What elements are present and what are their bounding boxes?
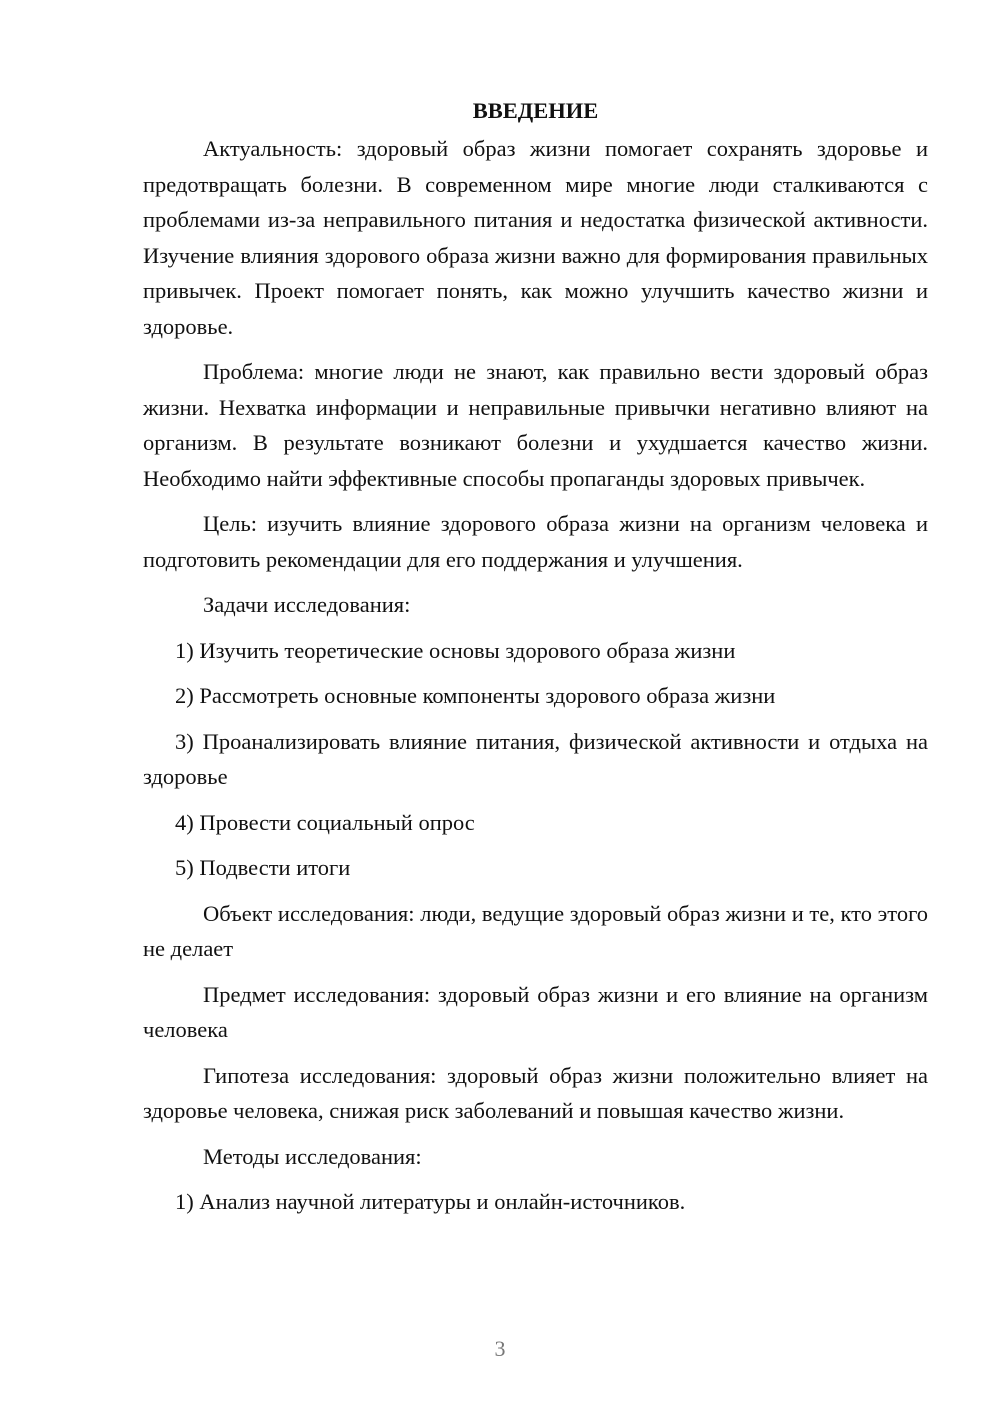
- task-item-2: 2) Рассмотреть основные компоненты здорового образа жизни: [175, 683, 776, 708]
- task-item-4: 4) Провести социальный опрос: [175, 809, 475, 835]
- tasks-heading: Задачи исследования:: [203, 592, 411, 617]
- relevance-paragraph: Актуальность: здоровый образ жизни помогает сохранять здоровье и предотвращать болезни. В современном мире многие люди сталкиваются с проблемами из-за неправильного питания и недостатка физической активности. Изучение влияния здорового образа жизни важно для формирования правильных привычек. Проект помогает понять, как можно улучшить качество жизни и здоровье.: [143, 136, 928, 339]
- page-title: ВВЕДЕНИЕ: [472, 98, 599, 123]
- subject-paragraph: Предмет исследования: здоровый образ жизни и его влияние на организм человека: [143, 981, 928, 1042]
- task-item-5: 5) Подвести итоги: [175, 855, 351, 880]
- goal-paragraph: Цель: изучить влияние здорового образа жизни на организм человека и подготовить рекомендации для его поддержания и улучшения.: [143, 511, 928, 572]
- task-item-3: 3) Проанализировать влияние питания, физической активности и отдыха на здоровье: [143, 728, 928, 789]
- method-item-1: 1) Анализ научной литературы и онлайн-источников.: [175, 1189, 686, 1214]
- methods-heading: Методы исследования:: [203, 1143, 422, 1169]
- page-content: [143, 93, 928, 1230]
- task-item-1: 1) Изучить теоретические основы здорового образа жизни: [175, 637, 736, 663]
- page-number: 3: [494, 1336, 506, 1361]
- problem-paragraph: Проблема: многие люди не знают, как правильно вести здоровый образ жизни. Нехватка информации и неправильные привычки негативно влияют на организм. В результате возникают болезни и ухудшается качество жизни. Необходимо найти эффективные способы пропаганды здоровых привычек.: [143, 359, 928, 491]
- object-paragraph: Объект исследования: люди, ведущие здоровый образ жизни и те, кто этого не делает: [143, 900, 928, 961]
- hypothesis-paragraph: Гипотеза исследования: здоровый образ жизни положительно влияет на здоровье человека, снижая риск заболеваний и повышая качество жизни.: [143, 1062, 928, 1123]
